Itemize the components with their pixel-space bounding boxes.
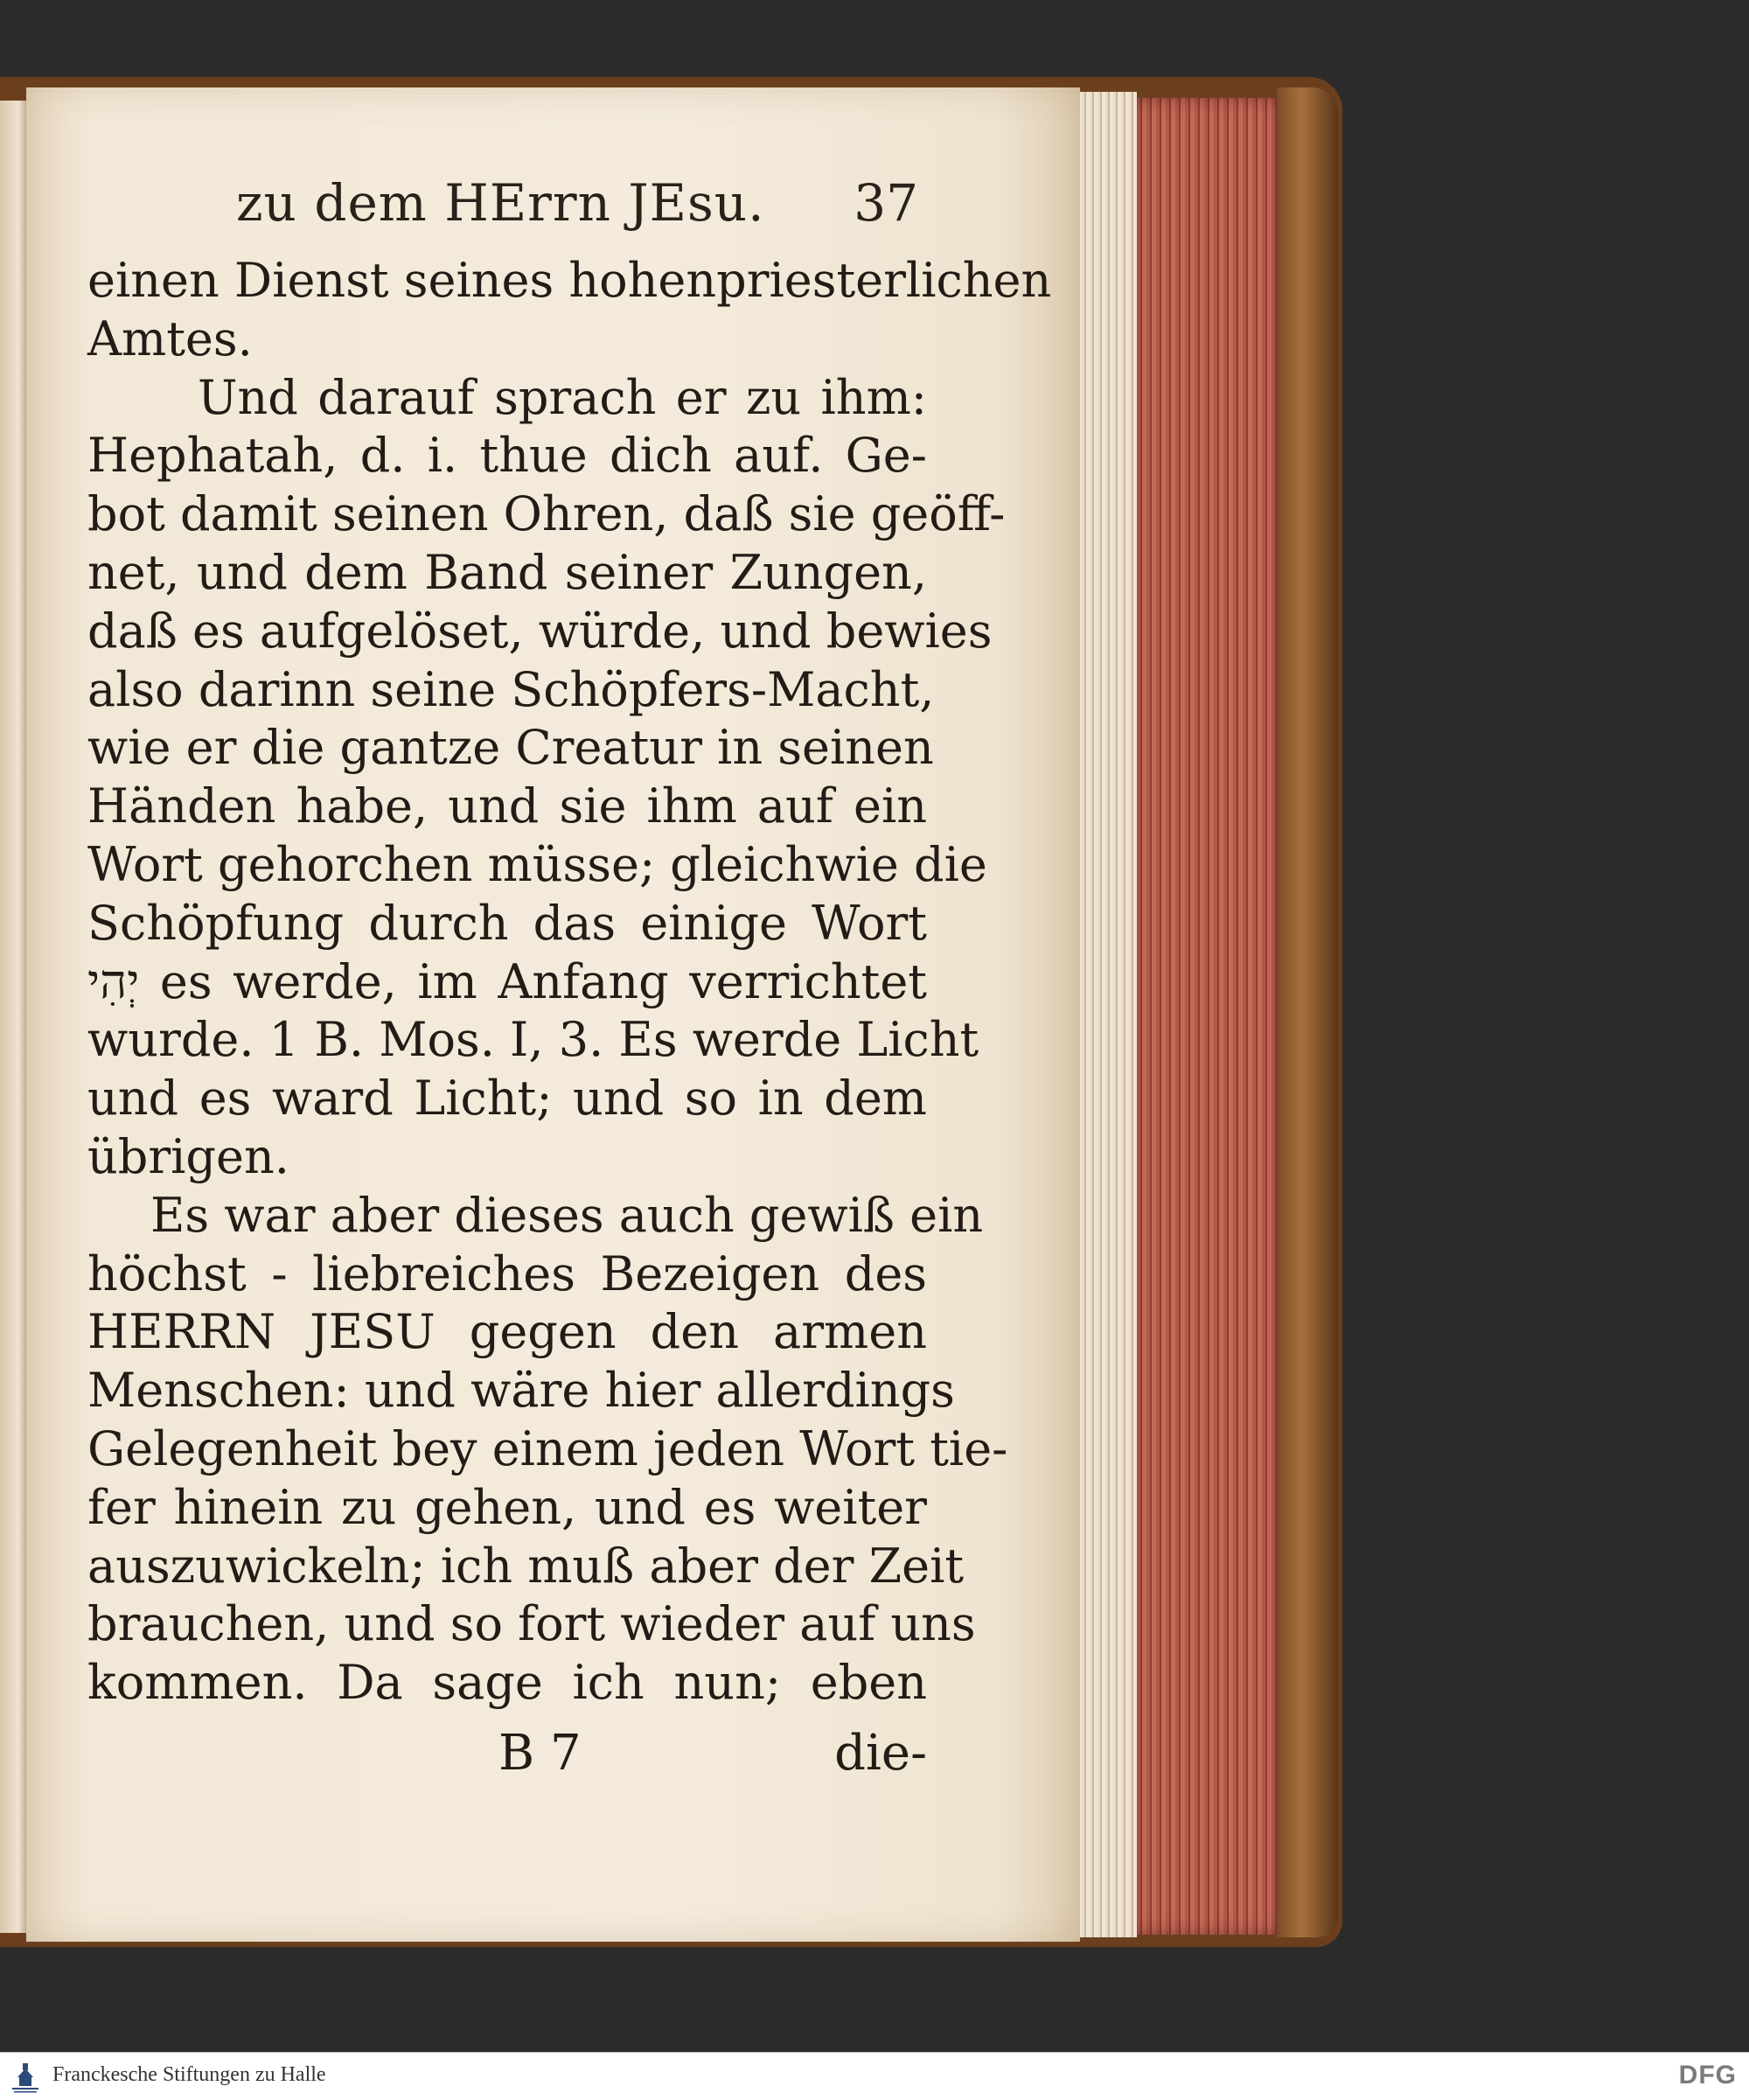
institution-name: Franckesche Stiftungen zu Halle [52, 2063, 326, 2086]
page-number: 37 [854, 173, 918, 233]
text-line: höchst - liebreiches Bezeigen des [87, 1245, 927, 1301]
page-header [236, 173, 918, 243]
text-line: und es ward Licht; und so in dem [87, 1071, 927, 1127]
facing-page-edge [0, 101, 26, 1933]
dfg-logo: DFG [1678, 2061, 1737, 2090]
running-head: zu dem HErrn JEsu. [236, 173, 765, 233]
text-line: Gelegenheit bey einem jeden Wort tie- [87, 1420, 1008, 1476]
catchword: die- [834, 1725, 927, 1782]
text-line: also darinn seine Schöpfers-Macht, [87, 661, 935, 717]
text-line: Es war aber dieses auch gewiß ein [150, 1187, 984, 1243]
text-line: Menschen: und wäre hier allerdings [87, 1363, 955, 1419]
institution-logo-icon [7, 2058, 44, 2095]
text-line: Und darauf sprach er zu ihm: [198, 369, 927, 425]
body-text [87, 252, 1052, 1713]
text-line: Wort gehorchen müsse; gleichwie die [87, 836, 987, 892]
red-edge-gilding [1137, 98, 1290, 1935]
viewer-footer [0, 2052, 1749, 2100]
text-line: Hephatah, d. i. thue dich auf. Ge- [87, 428, 927, 484]
text-line: fer hinein zu gehen, und es weiter [87, 1479, 927, 1535]
text-line: wurde. 1 B. Mos. I, 3. Es werde Licht [87, 1012, 979, 1068]
text-line: einen Dienst seines hohenpriesterlichen [87, 253, 1052, 308]
page-foot [498, 1725, 927, 1786]
text-line: bot damit seinen Ohren, daß sie geöff- [87, 486, 1006, 542]
text-line: brauchen, und so fort wieder auf uns [87, 1596, 976, 1652]
cover-board-edge [1277, 87, 1338, 1937]
text-line: auszuwickeln; ich muß aber der Zeit [87, 1538, 965, 1594]
text-line: Amtes. [87, 310, 253, 366]
text-line: Händen habe, und sie ihm auf ein [87, 778, 927, 834]
signature-mark: B 7 [498, 1725, 582, 1782]
text-line: HERRN JESU gegen den armen [87, 1304, 927, 1360]
text-line: wie er die gantze Creatur in seinen [87, 720, 934, 776]
text-line: net, und dem Band seiner Zungen, [87, 544, 927, 600]
text-line: übrigen. [87, 1128, 289, 1184]
text-line: kommen. Da sage ich nun; eben [87, 1655, 927, 1711]
text-line: Schöpfung durch das einige Wort [87, 895, 927, 951]
text-line: יְהִי es werde, im Anfang verrichtet [87, 953, 927, 1009]
text-line: daß es aufgelöset, würde, und bewies [87, 603, 993, 659]
